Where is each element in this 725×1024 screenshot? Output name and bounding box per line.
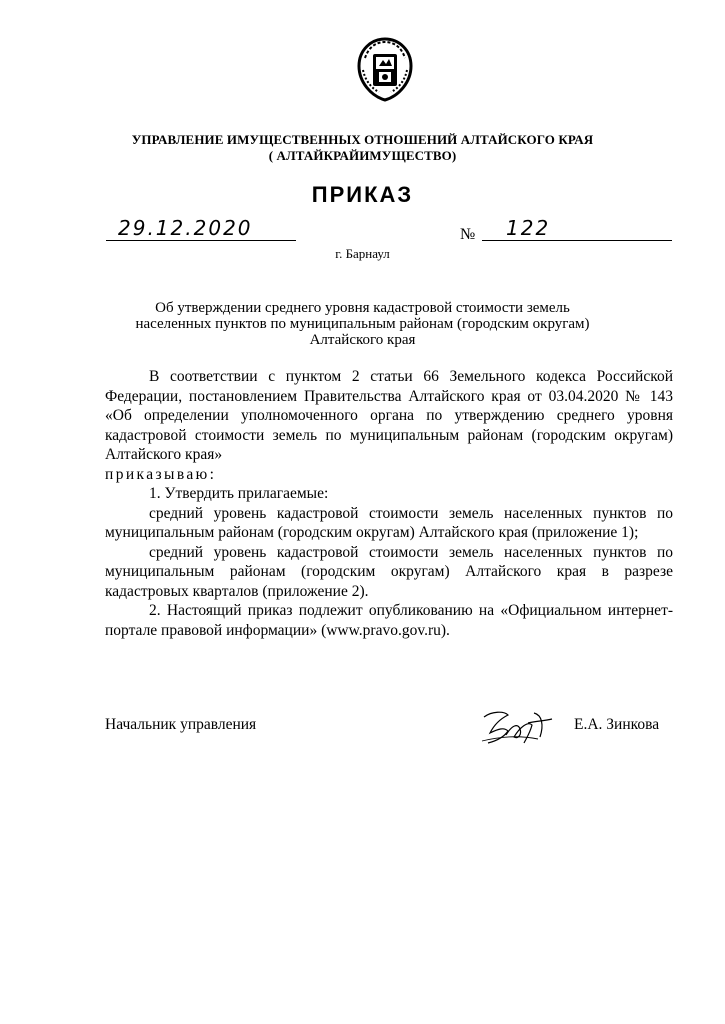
subject-line1: Об утверждении среднего уровня кадастровой стоимости земель [155,300,570,316]
city: г. Барнаул [335,246,390,261]
signer-position: Начальник управления [105,716,257,733]
document-body [105,367,673,640]
preamble: В соответствии с пунктом 2 статьи 66 Земельного кодекса Российской Федерации, постановлением Правительства Алтайского края от 03.04.2020 № 143 «Об определении уполномоченного органа по утверждению среднего уровня кадастровой стоимости земель по муниципальным районам (городским округам) Алтайского края» [105,368,673,463]
item-1a: средний уровень кадастровой стоимости земель населенных пунктов по муниципальным районам (городским округам) Алтайского края (приложение 1); [105,504,673,541]
date-underline [106,240,296,241]
subject-line3: Алтайского края [309,332,416,348]
item-1b: средний уровень кадастровой стоимости земель населенных пунктов по муниципальным районам (городским округам) Алтайского края в разрезе кадастровых кварталов (приложение 2). [105,543,673,600]
number-label: № [460,226,476,243]
signer-name: Е.А. Зинкова [574,716,660,733]
handwritten-signature [478,705,558,747]
order-word: приказываю: [105,465,217,483]
document-title: ПРИКАЗ [311,182,414,207]
item-2: 2. Настоящий приказ подлежит опубликованию на «Официальном интернет-портале правовой информации» (www.pravo.gov.ru). [105,602,673,639]
document-date: 29.12.2020 [118,216,253,240]
coat-of-arms-icon [355,36,415,102]
number-underline [482,240,672,241]
org-name-line1: УПРАВЛЕНИЕ ИМУЩЕСТВЕННЫХ ОТНОШЕНИЙ АЛТАЙСКОГО КРАЯ [131,132,594,147]
document-number: 122 [506,216,551,240]
item-1: 1. Утвердить прилагаемые: [149,485,329,502]
subject-line2: населенных пунктов по муниципальным районам (городским округам) [135,316,590,332]
org-name-line2: ( АЛТАЙКРАЙИМУЩЕСТВО) [268,148,457,163]
